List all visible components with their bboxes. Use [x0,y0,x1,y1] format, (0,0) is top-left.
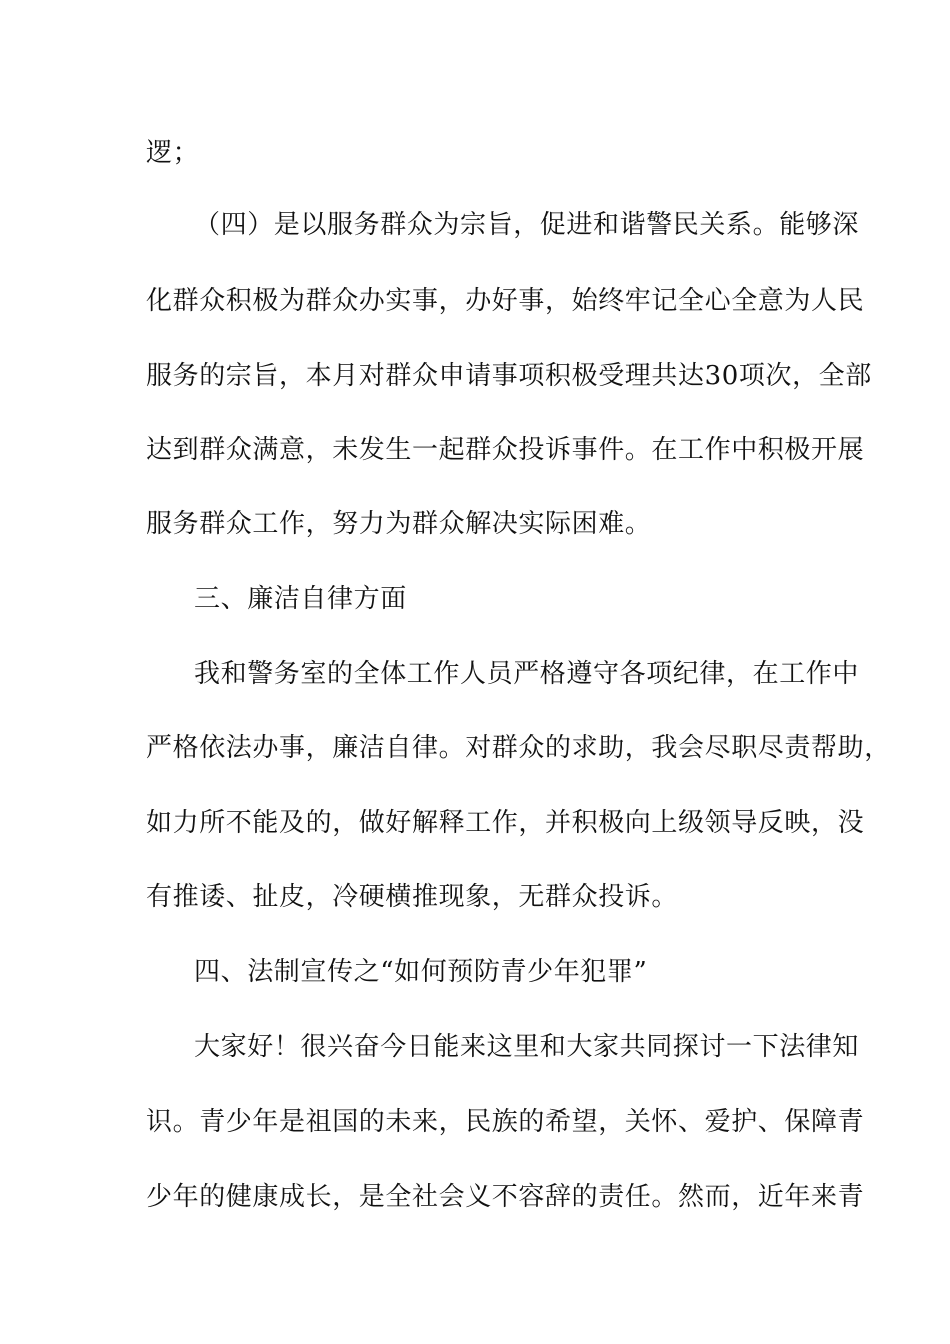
text-line: 识。青少年是祖国的未来，民族的希望，关怀、爱护、保障青 [146,1107,865,1137]
section-heading-four: 四、法制宣传之“如何预防青少年犯罪” [194,957,648,987]
text-line: 如力所不能及的，做好解释工作，并积极向上级领导反映，没 [146,808,865,838]
text-line: 少年的健康成长，是全社会义不容辞的责任。然而，近年来青 [146,1182,865,1212]
text-line: 服务群众工作，努力为群众解决实际困难。 [146,509,652,539]
text-line: 化群众积极为群众办实事，办好事，始终牢记全心全意为人民 [146,286,865,316]
section-heading-three: 三、廉洁自律方面 [194,584,407,614]
text-line: 逻； [146,138,200,168]
paragraph-heading-four: （四）是以服务群众为宗旨，促进和谐警民关系。能够深 [194,210,860,240]
text-line: 服务的宗旨，本月对群众申请事项积极受理共达30项次，全部 [146,361,872,391]
text-line: 有推诿、扯皮，冷硬横推现象，无群众投诉。 [146,882,679,912]
text-line: 大家好！很兴奋今日能来这里和大家共同探讨一下法律知 [194,1032,860,1062]
text-line: 严格依法办事，廉洁自律。对群众的求助，我会尽职尽责帮助， [146,733,891,763]
text-line: 我和警务室的全体工作人员严格遵守各项纪律，在工作中 [194,659,860,689]
text-line: 达到群众满意，未发生一起群众投诉事件。在工作中积极开展 [146,435,865,465]
